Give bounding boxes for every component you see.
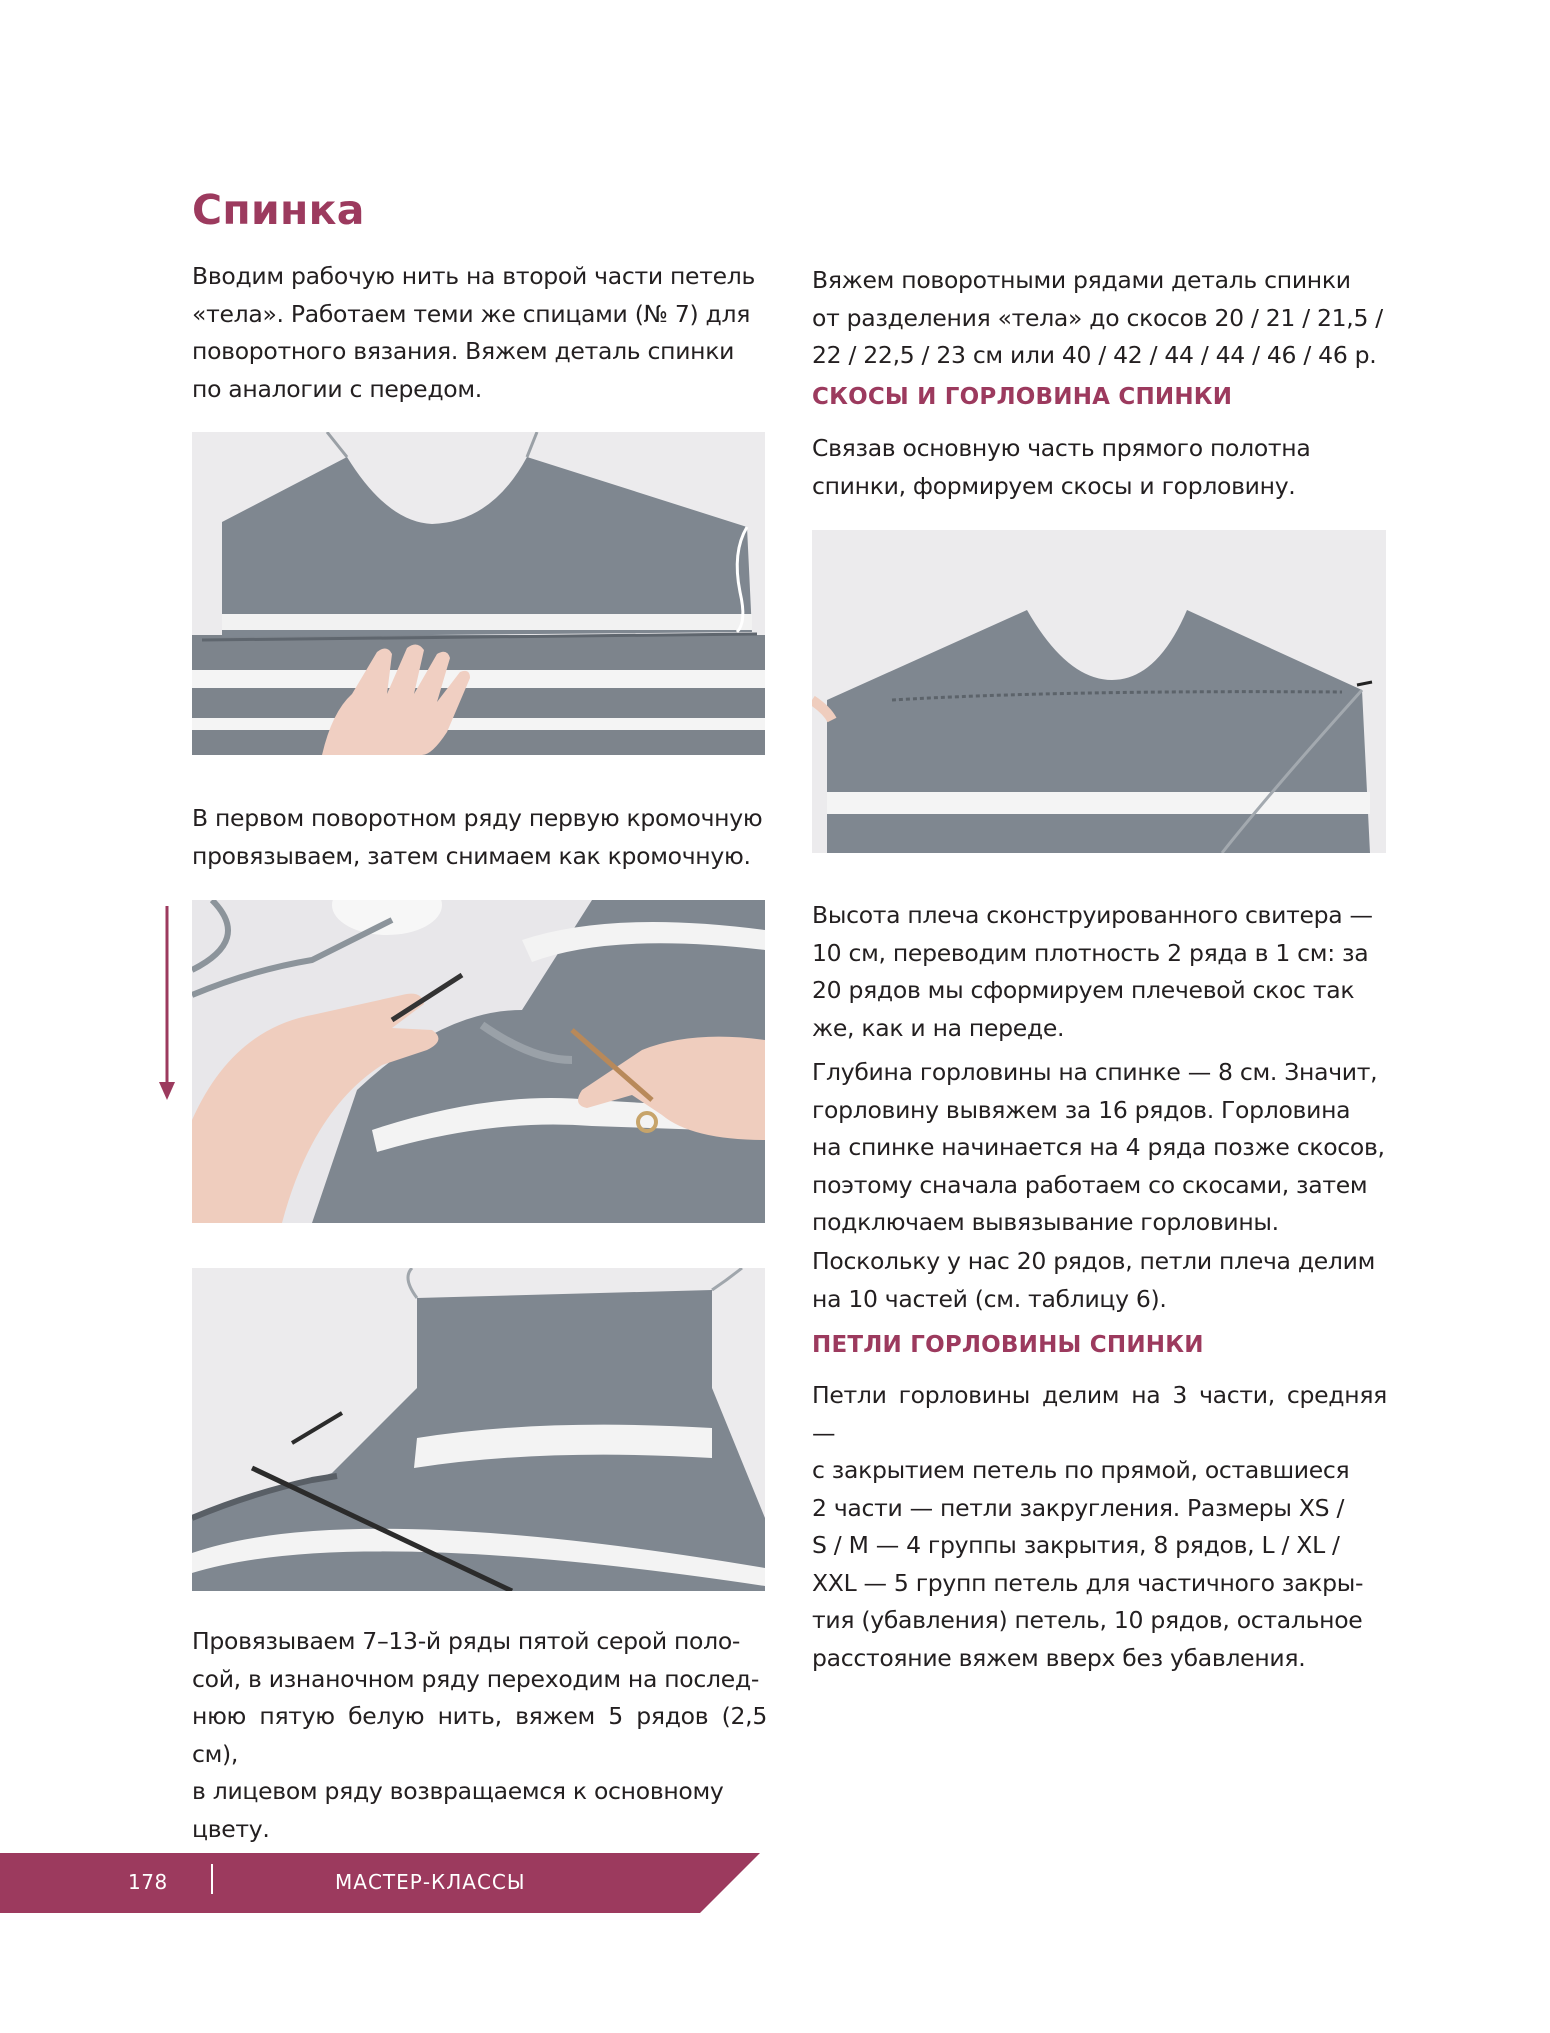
text-line: тия (убавления) петель, 10 рядов, остальное [812, 1606, 1363, 1634]
text-line: Петли горловины делим на 3 части, средняя — [812, 1381, 1387, 1447]
text-line: на 10 частей (см. таблицу 6). [812, 1284, 1167, 1313]
text-line: поэтому сначала работаем со скосами, затем [812, 1170, 1368, 1199]
text-line: S / M — 4 группы закрытия, 8 рядов, L / XL / [812, 1531, 1340, 1559]
section-heading-shoulders: СКОСЫ И ГОРЛОВИНА СПИНКИ [812, 384, 1233, 410]
text-line: Вяжем поворотными рядами деталь спинки [812, 266, 1351, 294]
footer-divider [211, 1864, 213, 1894]
photo-back-piece [192, 432, 765, 755]
text-line: в лицевом ряду возвращаемся к основному [192, 1777, 724, 1805]
text-line: же, как и на переде. [812, 1013, 1065, 1042]
text-line: 22 / 22,5 / 23 см или 40 / 42 / 44 / 44 / 46 / 46 р. [812, 341, 1377, 369]
arrow-down-icon [158, 906, 176, 1102]
text-line: Вводим рабочую нить на второй части петель [192, 262, 756, 290]
page-number: 178 [128, 1870, 168, 1894]
right-paragraph-4 [812, 1243, 1387, 1318]
photo-hands-knitting [192, 900, 765, 1223]
text-line: «тела». Работаем теми же спицами (№ 7) для [192, 299, 751, 328]
text-line: поворотного вязания. Вяжем деталь спинки [192, 337, 735, 365]
right-intro-paragraph [812, 262, 1387, 375]
left-caption-2 [192, 1623, 767, 1848]
text-line: с закрытием петель по прямой, оставшиеся [812, 1456, 1350, 1484]
text-line: спинки, формируем скосы и горловину. [812, 471, 1296, 500]
right-paragraph-3 [812, 1054, 1387, 1242]
text-line: цвету. [192, 1814, 270, 1843]
text-line: расстояние вяжем вверх без убавления. [812, 1643, 1306, 1672]
text-line: от разделения «тела» до скосов 20 / 21 / 21,5 / [812, 303, 1383, 332]
text-line: 10 см, переводим плотность 2 ряда в 1 см: за [812, 938, 1369, 967]
footer-section-label: МАСТЕР-КЛАССЫ [335, 1870, 526, 1894]
text-line: подключаем вывязывание горловины. [812, 1208, 1279, 1236]
photo-needle-stripes [192, 1268, 765, 1591]
right-paragraph-2 [812, 897, 1387, 1047]
left-caption-1 [192, 800, 772, 875]
text-line: на спинке начинается на 4 ряда позже скосов, [812, 1133, 1385, 1161]
text-line: Высота плеча сконструированного свитера — [812, 901, 1373, 929]
text-line: нюю пятую белую нить, вяжем 5 рядов (2,5 см), [192, 1702, 767, 1768]
text-line: провязываем, затем снимаем как кромочную. [192, 841, 751, 870]
left-intro-paragraph [192, 258, 767, 408]
text-line: сой, в изнаночном ряду переходим на послед- [192, 1664, 760, 1693]
photo-shoulder-slopes [812, 530, 1386, 853]
text-line: Провязываем 7–13-й ряды пятой серой поло- [192, 1627, 741, 1655]
text-line: 20 рядов мы сформируем плечевой скос так [812, 976, 1355, 1004]
text-line: XXL — 5 групп петель для частичного закры- [812, 1568, 1364, 1597]
section-heading-neckline: ПЕТЛИ ГОРЛОВИНЫ СПИНКИ [812, 1332, 1204, 1358]
text-line: 2 части — петли закругления. Размеры XS / [812, 1493, 1345, 1522]
text-line: В первом поворотном ряду первую кромочную [192, 804, 763, 832]
text-line: Глубина горловины на спинке — 8 см. Значит, [812, 1058, 1378, 1086]
text-line: горловину вывяжем за 16 рядов. Горловина [812, 1095, 1351, 1124]
text-line: Поскольку у нас 20 рядов, петли плеча делим [812, 1247, 1376, 1275]
text-line: по аналогии с передом. [192, 374, 482, 403]
right-paragraph-5 [812, 1377, 1387, 1677]
right-paragraph-1 [812, 430, 1387, 505]
text-line: Связав основную часть прямого полотна [812, 434, 1311, 462]
page-title: Спинка [192, 186, 365, 234]
